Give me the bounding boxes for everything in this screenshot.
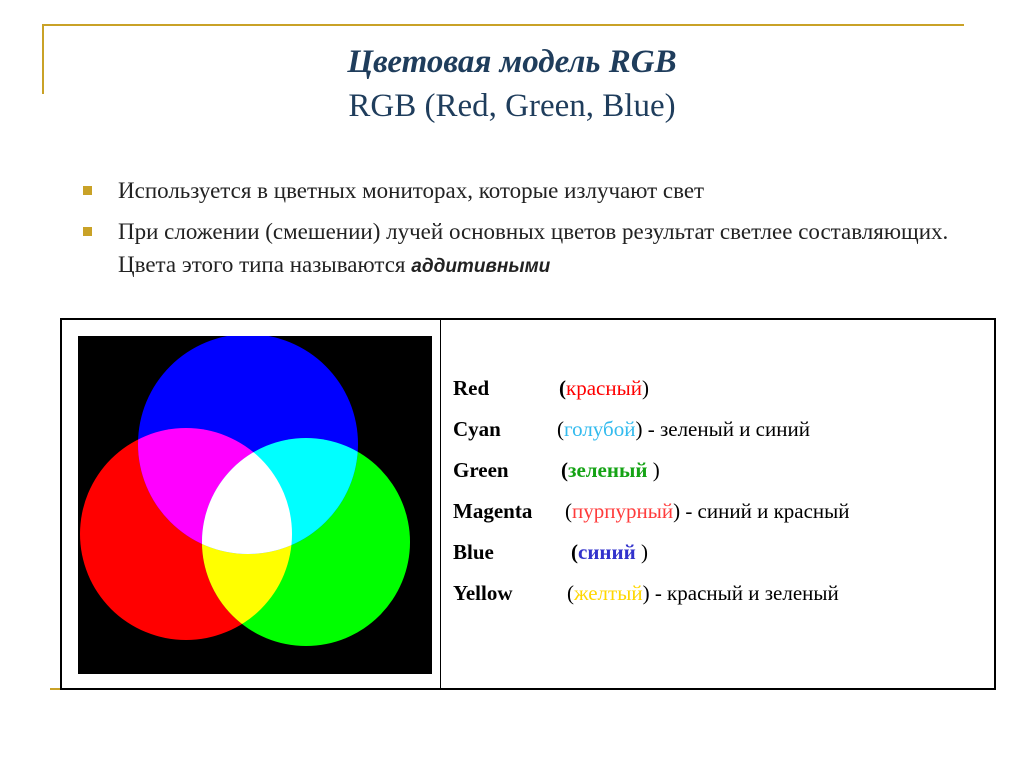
diagram-cell xyxy=(62,320,441,688)
rgb-circles-svg xyxy=(78,336,432,674)
bullet-square-icon xyxy=(83,227,92,236)
bullet-square-icon xyxy=(83,186,92,195)
color-row-yellow xyxy=(453,573,839,614)
top-rule xyxy=(42,24,964,26)
color-description: (синий ) xyxy=(571,540,648,564)
color-name: Yellow xyxy=(453,581,513,605)
rgb-venn-diagram xyxy=(78,336,432,674)
bullet-text: Используется в цветных мониторах, которые излучают свет xyxy=(118,178,705,203)
color-description: (красный) xyxy=(559,376,649,400)
color-description: (пурпурный) - синий и красный xyxy=(565,499,850,523)
color-row-red xyxy=(453,368,649,409)
slide-title: Цветовая модель RGB xyxy=(347,44,677,80)
color-description: (зеленый ) xyxy=(561,458,660,482)
slide-subtitle: RGB (Red, Green, Blue) xyxy=(348,88,676,124)
rgb-table xyxy=(60,318,996,690)
color-description: (голубой) - зеленый и синий xyxy=(557,417,810,441)
color-name: Green xyxy=(453,458,509,482)
color-name: Cyan xyxy=(453,417,501,441)
color-name: Blue xyxy=(453,540,494,564)
bullet-list xyxy=(80,174,980,291)
color-row-cyan xyxy=(453,409,810,450)
color-row-green xyxy=(453,450,660,491)
bullet-item xyxy=(80,174,980,207)
color-row-blue xyxy=(453,532,648,573)
color-name: Magenta xyxy=(453,499,533,523)
bullet-emphasis: аддитивными xyxy=(411,256,551,277)
legend-cell xyxy=(441,320,994,688)
color-row-magenta xyxy=(453,491,850,532)
color-name: Red xyxy=(453,376,490,400)
bullet-item xyxy=(80,215,980,283)
bullet-text: При сложении (смешении) лучей основных цветов результат светлее составляющих. Цвета этого типа называются xyxy=(118,219,949,277)
color-list xyxy=(453,368,850,614)
color-description: (желтый) - красный и зеленый xyxy=(567,581,839,605)
